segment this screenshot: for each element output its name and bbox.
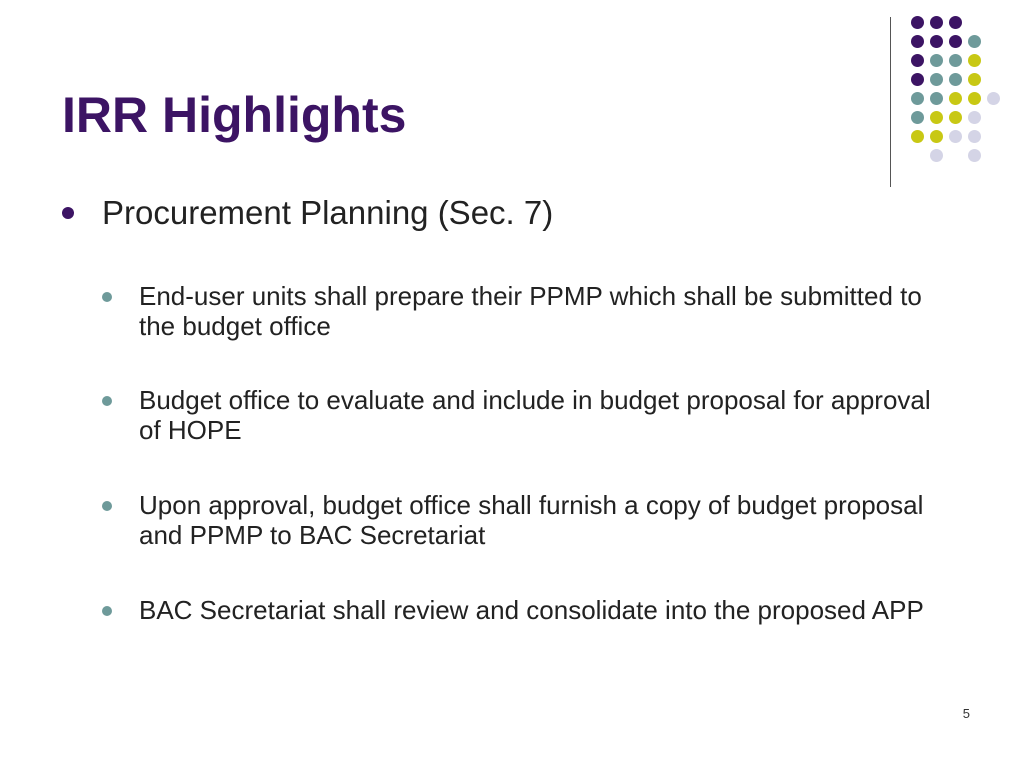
sub-bullet-marker	[102, 292, 112, 302]
decorative-dot	[930, 35, 943, 48]
decorative-dot	[930, 92, 943, 105]
decorative-dot	[911, 130, 924, 143]
slide-title: IRR Highlights	[62, 87, 407, 143]
decorative-dot	[930, 73, 943, 86]
decorative-dot	[949, 130, 962, 143]
decorative-dot	[949, 35, 962, 48]
sub-bullet-marker	[102, 501, 112, 511]
sub-bullet-text: Budget office to evaluate and include in budget proposal for approval of HOPE	[139, 385, 931, 445]
decorative-dot	[949, 54, 962, 67]
decorative-dot	[949, 111, 962, 124]
sub-bullet-item	[102, 595, 952, 625]
decorative-dot	[911, 73, 924, 86]
sub-bullet-marker	[102, 606, 112, 616]
sub-bullet-item	[102, 281, 952, 341]
decorative-dot	[911, 35, 924, 48]
decorative-dot	[949, 92, 962, 105]
decorative-dot	[968, 92, 981, 105]
decorative-dot	[968, 35, 981, 48]
main-bullet-text: Procurement Planning (Sec. 7)	[102, 194, 554, 231]
decorative-dot	[930, 54, 943, 67]
decorative-dot	[968, 54, 981, 67]
decorative-dot-grid	[911, 16, 1007, 164]
page-number: 5	[962, 706, 970, 721]
decorative-dot	[968, 130, 981, 143]
decorative-dot	[911, 16, 924, 29]
decorative-dot	[968, 149, 981, 162]
sub-bullet-item	[102, 385, 952, 445]
decorative-dot	[911, 92, 924, 105]
vertical-divider	[890, 17, 891, 187]
decorative-dot	[930, 111, 943, 124]
decorative-dot	[949, 73, 962, 86]
decorative-dot	[968, 73, 981, 86]
sub-bullet-text: End-user units shall prepare their PPMP which shall be submitted to the budget office	[139, 281, 922, 341]
decorative-dot	[968, 111, 981, 124]
sub-bullet-text: BAC Secretariat shall review and consolidate into the proposed APP	[139, 595, 924, 625]
bullet-marker	[62, 207, 74, 219]
main-bullet-item	[62, 194, 553, 232]
decorative-dot	[930, 16, 943, 29]
sub-bullet-marker	[102, 396, 112, 406]
sub-bullet-item	[102, 490, 952, 550]
decorative-dot	[930, 130, 943, 143]
decorative-dot	[987, 92, 1000, 105]
decorative-dot	[930, 149, 943, 162]
decorative-dot	[911, 111, 924, 124]
decorative-dot	[949, 16, 962, 29]
decorative-dot	[911, 54, 924, 67]
sub-bullet-text: Upon approval, budget office shall furnish a copy of budget proposal and PPMP to BAC Secretariat	[139, 490, 924, 550]
